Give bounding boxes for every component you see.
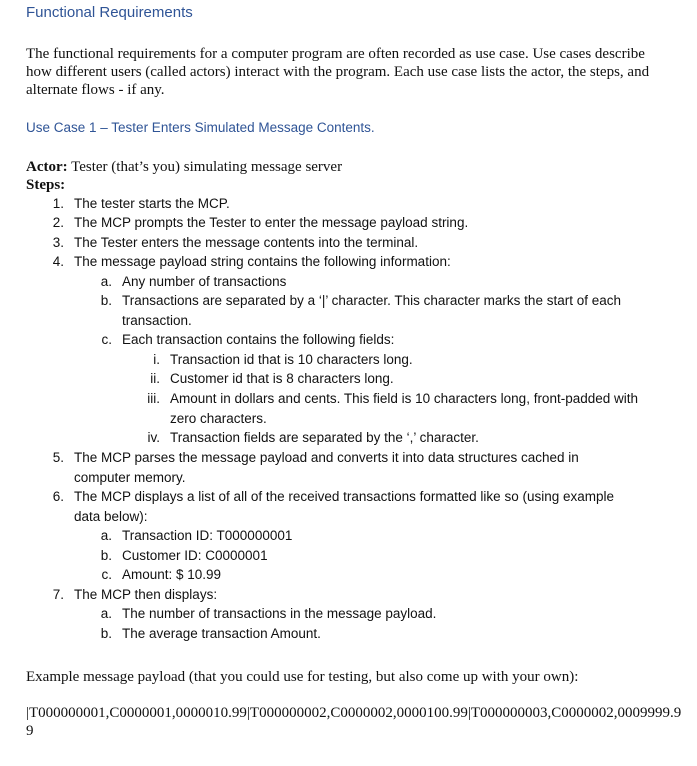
list-text: The MCP then displays: [74, 587, 218, 602]
list-number: b. [100, 548, 112, 563]
list-number: b. [100, 293, 112, 308]
list-item [101, 330, 662, 350]
list-number: 5. [52, 450, 64, 465]
list-text: The MCP parses the message payload and converts it into data structures cached in computer memory. [74, 450, 579, 485]
list-item [147, 428, 660, 448]
list-item [101, 565, 662, 585]
steps-label [26, 176, 666, 194]
list-number: ii. [150, 371, 160, 386]
list-number: a. [100, 606, 112, 621]
list-number: 7. [52, 587, 64, 602]
actor-line [26, 158, 666, 176]
list-item [100, 272, 662, 292]
list-number: 2. [52, 215, 64, 230]
use-case-title: Use Case 1 – Tester Enters Simulated Message Contents. [26, 120, 375, 135]
list-text: Transaction id that is 10 characters long. [170, 352, 413, 367]
list-text: The tester starts the MCP. [74, 196, 230, 211]
actor-text: Tester (that’s you) simulating message server [71, 159, 343, 175]
list-text: Amount in dollars and cents. This field is 10 characters long, front-padded with zero characters. [170, 391, 639, 426]
intro-paragraph: The functional requirements for a computer program are often recorded as use case. Use cases describe how different users (called actors) interact with the program. Each use case lists the actor, the steps, and alternate flows - if any. [26, 46, 650, 98]
list-item [52, 213, 664, 233]
list-item [100, 291, 652, 330]
list-item [100, 604, 662, 624]
steps-label-text: Steps: [26, 177, 66, 193]
list-number: 1. [52, 196, 64, 211]
list-number: 3. [52, 235, 64, 250]
list-text: Customer id that is 8 characters long. [170, 371, 394, 386]
list-number: c. [101, 567, 112, 582]
section-title: Functional Requirements [26, 4, 193, 21]
list-item [100, 624, 662, 644]
list-item [52, 194, 664, 214]
list-text: Customer ID: C0000001 [122, 548, 268, 563]
list-number: 4. [52, 254, 64, 269]
list-item [100, 546, 662, 566]
actor-label: Actor: [26, 159, 68, 175]
list-text: Any number of transactions [122, 274, 287, 289]
list-text: Each transaction contains the following fields: [122, 332, 395, 347]
list-number: 6. [52, 489, 64, 504]
list-number: iii. [147, 391, 160, 406]
list-number: iv. [147, 430, 160, 445]
list-item [52, 585, 664, 605]
list-item [52, 487, 614, 526]
list-item [153, 350, 660, 370]
example-payload: |T000000001,C0000001,0000010.99|T000000002,C0000002,0000100.99|T000000003,C0000002,0009999.99 [26, 705, 682, 739]
list-text: The number of transactions in the message payload. [122, 606, 437, 621]
list-item [100, 526, 662, 546]
list-number: a. [100, 274, 112, 289]
list-item [52, 233, 664, 253]
list-number: i. [153, 352, 160, 367]
list-text: Transaction fields are separated by the ‘,’ character. [170, 430, 479, 445]
list-item [147, 389, 660, 428]
list-text: The Tester enters the message contents into the terminal. [74, 235, 419, 250]
example-intro: Example message payload (that you could use for testing, but also come up with your own): [26, 669, 579, 685]
list-text: The MCP displays a list of all of the received transactions formatted like so (using example data below): [74, 489, 614, 524]
list-text: Transaction ID: T000000001 [122, 528, 293, 543]
list-item [52, 252, 664, 272]
list-number: c. [101, 332, 112, 347]
list-item [150, 369, 660, 389]
list-number: a. [100, 528, 112, 543]
list-text: The message payload string contains the following information: [74, 254, 451, 269]
list-text: The average transaction Amount. [122, 626, 321, 641]
list-item [52, 448, 634, 487]
list-text: Transactions are separated by a ‘|’ character. This character marks the start of each transaction. [122, 293, 621, 328]
list-number: b. [100, 626, 112, 641]
list-text: Amount: $ 10.99 [122, 567, 222, 582]
list-text: The MCP prompts the Tester to enter the message payload string. [74, 215, 469, 230]
